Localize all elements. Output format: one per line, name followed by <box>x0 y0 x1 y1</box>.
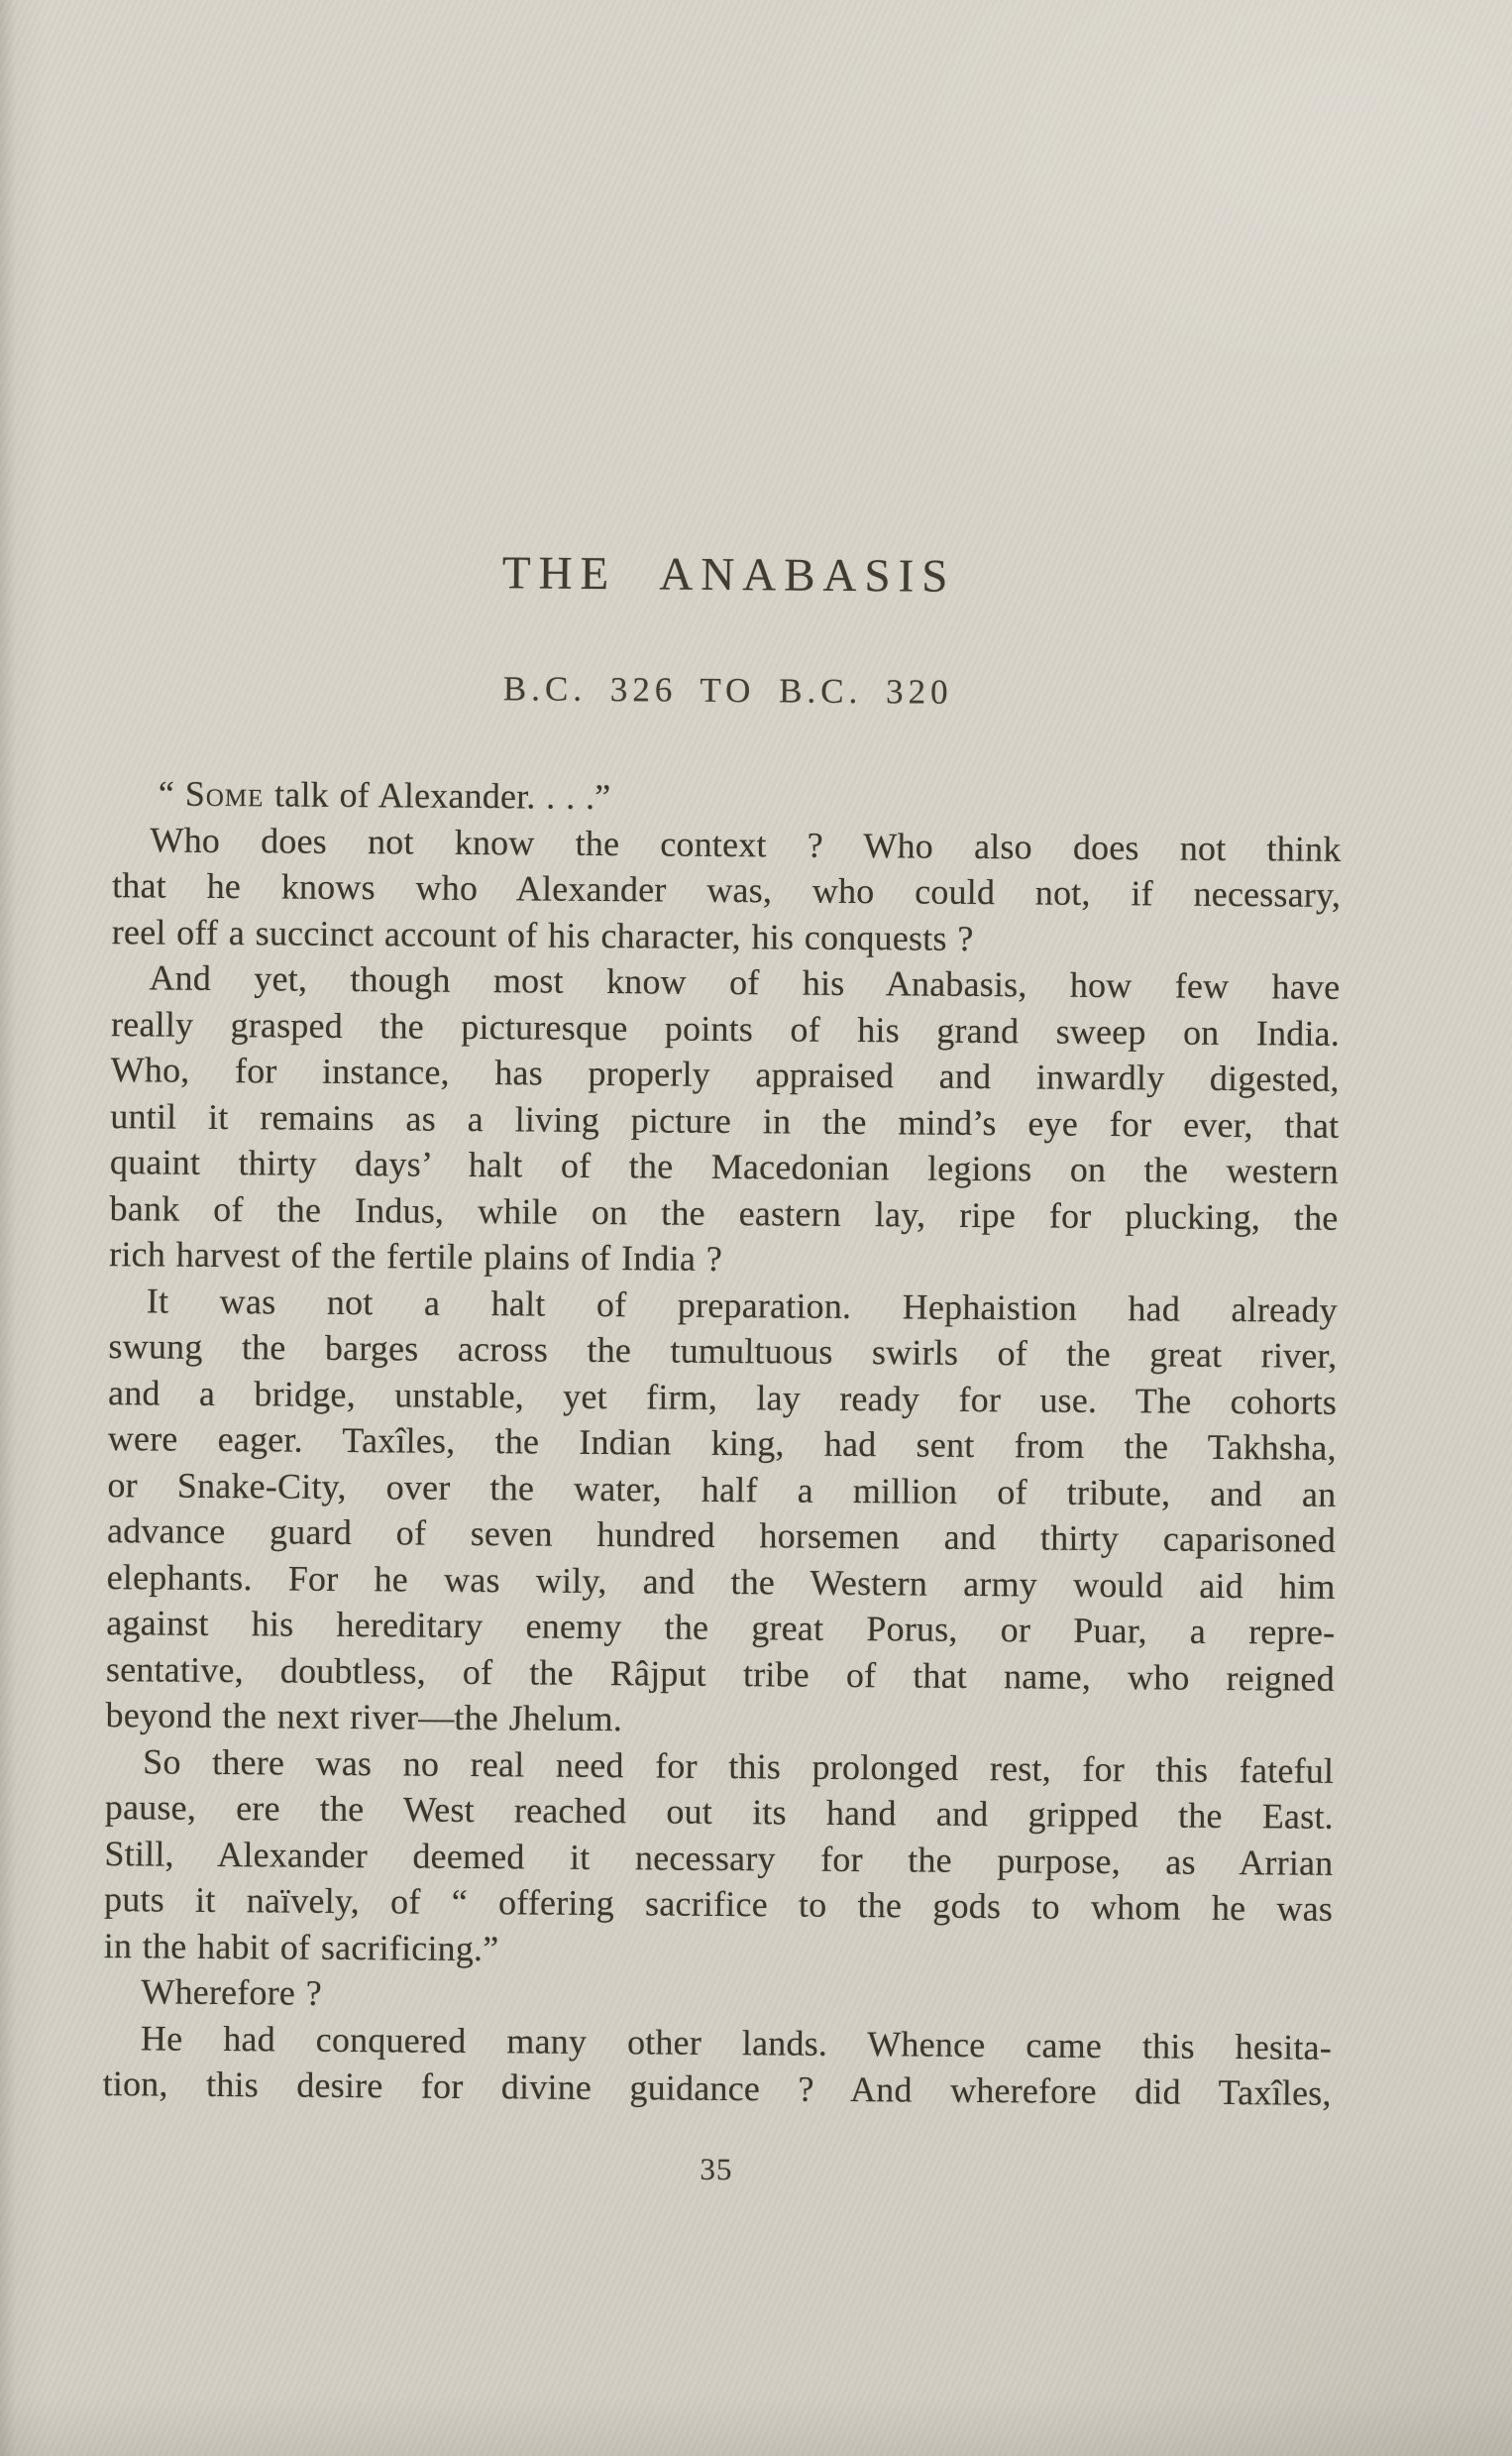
text-line: Still, Alexander deemed it necessary for the purpose, as Arrian <box>104 1833 1334 1883</box>
text-line: or Snake-City, over the water, half a million of tribute, and an <box>107 1464 1337 1514</box>
text-line: puts it naïvely, of “ offering sacrifice to the gods to whom he was <box>103 1879 1334 1930</box>
paragraph <box>104 1738 1335 1978</box>
text-line: that he knows who Alexander was, who could not, if necessary, <box>112 865 1342 916</box>
paragraph <box>102 2015 1332 2117</box>
chapter-title: THE ANABASIS <box>501 547 956 603</box>
text-line: swung the barges across the tumultuous swirls of the great river, <box>108 1326 1338 1377</box>
text-line: Who, for instance, has properly appraised and inwardly digested, <box>110 1050 1340 1100</box>
text-line: against his hereditary enemy the great Porus, or Puar, a repre- <box>106 1603 1336 1653</box>
paragraph <box>112 817 1342 964</box>
text-line: It was not a halt of preparation. Hephaistion had already <box>146 1281 1338 1330</box>
text-line: bank of the Indus, while on the eastern lay, ripe for plucking, the <box>109 1188 1339 1238</box>
text-line: sentative, doubtless, of the Râjput tribe of that name, who reigned <box>105 1648 1336 1699</box>
text-segment: talk of Alexander. . . .” <box>264 774 611 818</box>
text-line: and a bridge, unstable, yet firm, lay ready for use. The cohorts <box>107 1372 1338 1422</box>
text-line: tion, this desire for divine guidance ? And wherefore did Taxîles, <box>102 2064 1332 2114</box>
text-line: until it remains as a living picture in the mind’s eye for ever, that <box>110 1096 1340 1146</box>
text-line: He had conquered many other lands. Whence came this hesita- <box>140 2018 1333 2067</box>
text-line: pause, ere the West reached out its hand and gripped the East. <box>104 1787 1334 1838</box>
text-line: reel off a succinct account of his character, his conquests ? <box>111 912 974 958</box>
text-line: were eager. Taxîles, the Indian king, had sent from the Takhsha, <box>107 1418 1337 1469</box>
text-segment: “ <box>158 773 185 815</box>
text-line: really grasped the picturesque points of his grand sweep on India. <box>110 1004 1341 1054</box>
text-line: Who does not know the context ? Who also does not think <box>150 820 1342 869</box>
body-text <box>102 771 1342 2117</box>
text-line: rich harvest of the fertile plains of India ? <box>109 1234 723 1280</box>
text-line: beyond the next river—the Jhelum. <box>105 1695 623 1739</box>
page-number: 35 <box>700 2151 733 2186</box>
text-line: Wherefore ? <box>141 1971 323 2014</box>
text-line: elephants. For he was wily, and the Western army would aid him <box>106 1556 1336 1607</box>
text-line: quaint thirty days’ halt of the Macedonian legions on the western <box>109 1142 1340 1192</box>
chapter-subtitle: B.C. 326 TO B.C. 320 <box>502 669 953 713</box>
paragraph <box>109 955 1341 1287</box>
text-line: in the habit of sacrificing.” <box>103 1925 499 1969</box>
paragraph <box>105 1278 1338 1748</box>
text-line: And yet, though most know of his Anabasis, how few have <box>149 957 1341 1008</box>
text-line: So there was no real need for this prolonged rest, for this fateful <box>143 1741 1335 1791</box>
text-line: advance guard of seven hundred horsemen and thirty caparisoned <box>106 1510 1337 1561</box>
page-content <box>102 0 1348 2192</box>
small-caps-text: Some <box>184 774 265 815</box>
